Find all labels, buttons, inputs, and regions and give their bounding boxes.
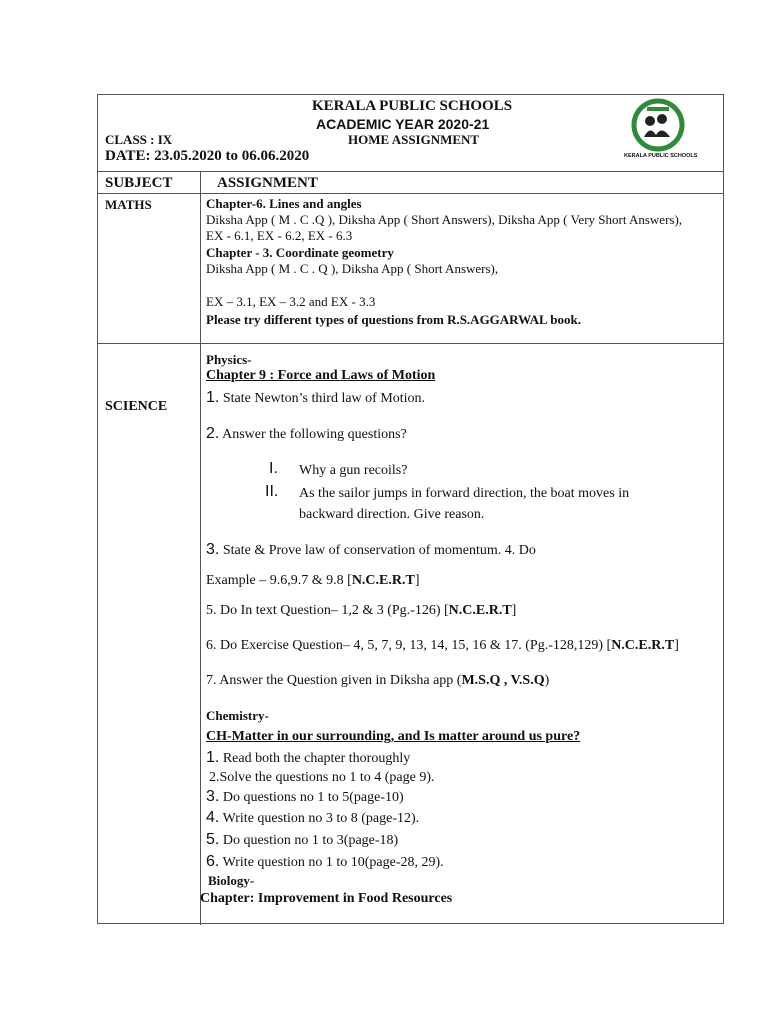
biology-chapter: Chapter: Improvement in Food Resources xyxy=(200,891,453,906)
chem-item-2: 2.Solve the questions no 1 to 4 (page 9). xyxy=(209,770,435,785)
biology-label: Biology- xyxy=(208,873,255,888)
physics-chapter: Chapter 9 : Force and Laws of Motion xyxy=(206,368,436,383)
chemistry-chapter: CH-Matter in our surrounding, and Is matter around us pure? xyxy=(206,729,581,744)
q6-source: N.C.E.R.T xyxy=(611,638,675,653)
assignment-column-header: ASSIGNMENT xyxy=(217,175,318,191)
q2-i-text: Why a gun recoils? xyxy=(299,463,408,478)
maths-chapter-3: Chapter - 3. Coordinate geometry xyxy=(206,245,394,260)
physics-label: Physics- xyxy=(206,352,252,367)
q2-ii-text-line2: backward direction. Give reason. xyxy=(299,507,485,522)
subject-column-header: SUBJECT xyxy=(105,175,173,191)
q5-source: N.C.E.R.T xyxy=(448,603,512,618)
school-name: KERALA PUBLIC SCHOOLS xyxy=(312,98,513,114)
school-logo xyxy=(624,97,698,163)
c6-text: Write question no 1 to 10(page-28, 29). xyxy=(222,855,444,870)
date-range: DATE: 23.05.2020 to 06.06.2020 xyxy=(105,148,310,164)
column-divider xyxy=(200,171,201,925)
chem-item-1 xyxy=(206,749,410,768)
q2-ii-number: II. xyxy=(265,483,279,500)
q3-text: State & Prove law of conservation of momentum. 4. Do xyxy=(222,543,536,558)
chemistry-label: Chemistry- xyxy=(206,708,269,723)
q3-number: 3. xyxy=(206,541,220,558)
maths-note: Please try different types of questions from R.S.AGGARWAL book. xyxy=(206,312,581,327)
c5-text: Do question no 1 to 3(page-18) xyxy=(222,833,399,848)
maths-ch6-line1: Diksha App ( M . C .Q ), Diksha App ( Short Answers), Diksha App ( Very Short Answers), xyxy=(206,212,683,227)
academic-year: ACADEMIC YEAR 2020-21 xyxy=(316,116,490,132)
assignment-sheet xyxy=(97,94,724,924)
q2-number: 2. xyxy=(206,425,220,442)
q1-number: 1. xyxy=(206,389,220,406)
chem-item-6 xyxy=(206,853,444,872)
c1-number: 1. xyxy=(206,749,220,766)
c1-text: Read both the chapter thoroughly xyxy=(222,751,411,766)
physics-q3 xyxy=(206,541,536,560)
c3-text: Do questions no 1 to 5(page-10) xyxy=(222,790,404,805)
column-header-divider xyxy=(98,193,723,194)
q7-source: M.S.Q , V.S.Q xyxy=(461,673,545,688)
c3-number: 3. xyxy=(206,788,220,805)
q6-text: 6. Do Exercise Question– 4, 5, 7, 9, 13, 14, 15, 16 & 17. (Pg.-128,129) [ xyxy=(206,638,612,653)
physics-q2 xyxy=(206,425,407,444)
c6-number: 6. xyxy=(206,853,220,870)
physics-q5 xyxy=(206,602,516,620)
c5-number: 5. xyxy=(206,831,220,848)
physics-q7 xyxy=(206,672,549,690)
maths-divider xyxy=(98,343,723,344)
q5-text: 5. Do In text Question– 1,2 & 3 (Pg.-126) [ xyxy=(206,603,449,618)
q7-end: ) xyxy=(544,673,550,688)
q2-ii-text-line1: As the sailor jumps in forward direction, the boat moves in xyxy=(299,486,630,501)
q6-end: ] xyxy=(674,638,679,653)
class-label: CLASS : IX xyxy=(105,132,173,147)
science-subject: SCIENCE xyxy=(105,399,168,414)
chem-item-4 xyxy=(206,809,419,828)
maths-ch6-line2: EX - 6.1, EX - 6.2, EX - 6.3 xyxy=(206,228,353,243)
q2-text: Answer the following questions? xyxy=(222,427,407,442)
chem-item-5 xyxy=(206,831,398,850)
q4-text: Example – 9.6,9.7 & 9.8 [ xyxy=(206,573,352,588)
c4-number: 4. xyxy=(206,809,220,826)
q1-text: State Newton’s third law of Motion. xyxy=(222,391,426,406)
physics-q1 xyxy=(206,389,425,408)
home-assignment-label: HOME ASSIGNMENT xyxy=(348,132,480,147)
q2-i-number: I. xyxy=(269,460,278,477)
physics-q4 xyxy=(206,572,420,590)
q7-text: 7. Answer the Question given in Diksha app ( xyxy=(206,673,462,688)
q4-end: ] xyxy=(414,573,420,588)
chem-item-3 xyxy=(206,788,404,807)
maths-subject: MATHS xyxy=(105,197,152,212)
physics-q6 xyxy=(206,637,679,655)
maths-ch3-line1: Diksha App ( M . C . Q ), Diksha App ( Short Answers), xyxy=(206,261,499,276)
maths-ch3-line2: EX – 3.1, EX – 3.2 and EX - 3.3 xyxy=(206,294,376,309)
header-divider xyxy=(98,171,723,172)
q5-end: ] xyxy=(511,603,517,618)
logo-caption: KERALA PUBLIC SCHOOLS xyxy=(624,153,698,159)
c4-text: Write question no 3 to 8 (page-12). xyxy=(222,811,420,826)
q4-source: N.C.E.R.T xyxy=(351,573,415,588)
maths-chapter-6: Chapter-6. Lines and angles xyxy=(206,196,362,211)
